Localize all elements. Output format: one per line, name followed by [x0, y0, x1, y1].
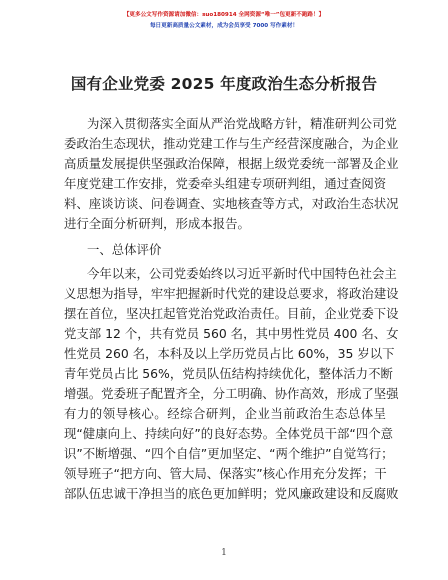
section1-line-9: 现“健康向上、持续向好”的良好态势。全体党员干部“四个意 [64, 426, 394, 441]
section1-line-11: 领导班子“把方向、管大局、保落实”核心作用充分发挥；干 [64, 466, 387, 481]
section1-line-8: 有力的领导核心。经综合研判，企业当前政治生态总体呈 [64, 406, 386, 421]
section1-line-5: 性党员 260 名，本科及以上学历党员占比 60%，35 岁以下 [64, 346, 395, 361]
section1-line-7: 增强。党委班子配置齐全，分工明确、协作高效，形成了坚强 [64, 386, 399, 401]
promo-banner-line-2: 每日更新高质量公文素材，成为会员享受 7000 写作素材！ [149, 23, 299, 29]
intro-line-1: 为深入贯彻落实全面从严治党战略方针，精准研判公司党 [87, 116, 397, 131]
page-number: 1 [221, 548, 227, 558]
section1-line-1: 今年以来，公司党委始终以习近平新时代中国特色社会主 [87, 266, 397, 281]
intro-line-5: 料、座谈访谈、问卷调查、实地核查等方式，对政治生态状况 [64, 196, 399, 211]
document-title: 国有企业党委 2025 年度政治生态分析报告 [70, 75, 378, 93]
section-heading-overall-evaluation: 一、总体评价 [87, 242, 162, 257]
promo-banner-line-1: 【更多公文写作资源请加微信：suo180914 全网资源“唯一”包更新不跑路！】 [123, 12, 325, 18]
section1-line-3: 摆在首位，坚决扛起管党治党政治责任。目前，企业党委下设 [64, 306, 399, 321]
intro-line-4: 年度党建工作安排，党委牵头组建专项研判组，通过查阅资 [64, 176, 387, 191]
section1-line-12: 部队伍忠诚干净担当的底色更加鲜明；党风廉政建设和反腐败 [64, 486, 399, 501]
section1-line-6: 青年党员占比 56%，党员队伍结构持续优化，整体活力不断 [64, 366, 393, 381]
section1-line-2: 义思想为指导，牢牢把握新时代党的建设总要求，将政治建设 [64, 286, 399, 301]
section1-line-10: 识”不断增强、“四个自信”更加坚定、“两个维护”自觉笃行； [64, 446, 394, 461]
intro-line-3: 高质量发展提供坚强政治保障，根据上级党委统一部署及企业 [64, 156, 399, 171]
section1-line-4: 党支部 12 个，共有党员 560 名，其中男性党员 400 名、女 [64, 326, 399, 341]
intro-line-6: 进行全面分析研判，形成本报告。 [64, 216, 250, 231]
intro-line-2: 委政治生态现状，推动党建工作与生产经营深度融合，为企业 [64, 136, 399, 151]
